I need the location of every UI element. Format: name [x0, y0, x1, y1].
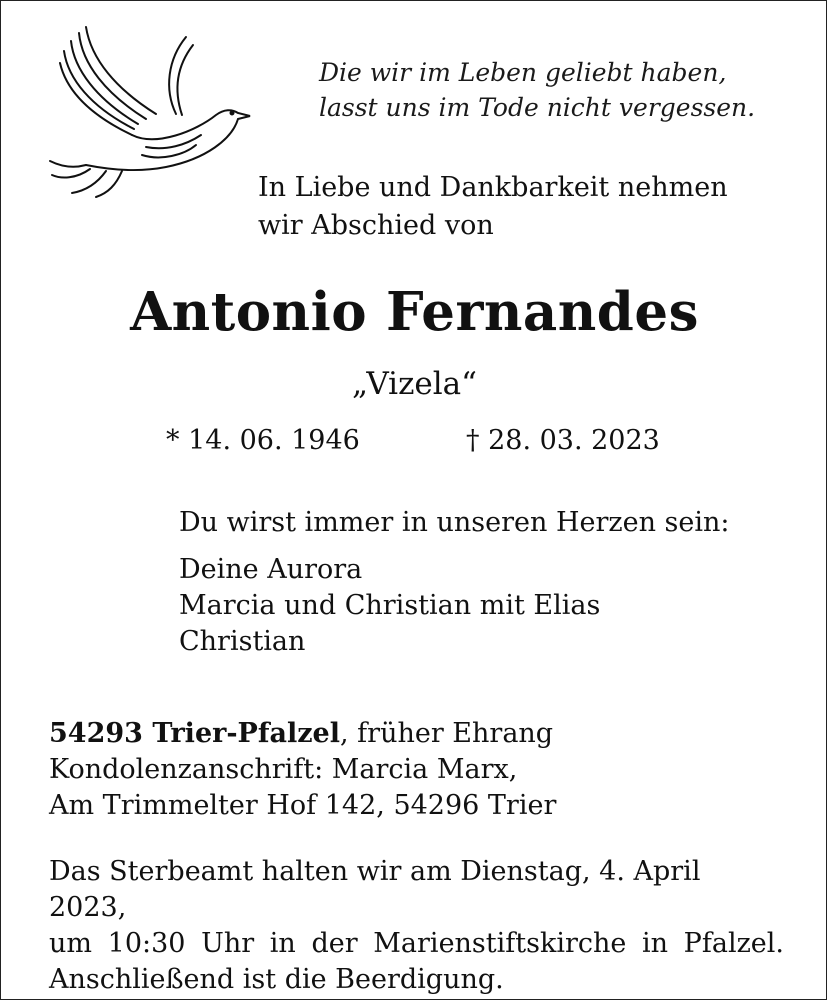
address-block — [49, 716, 556, 824]
service-line: Das Sterbeamt halten wir am Dienstag, 4. April 2023, — [49, 856, 701, 923]
address-line-city — [49, 716, 556, 752]
intro-line: In Liebe und Dankbarkeit nehmen — [258, 172, 728, 203]
mourner-name: Marcia und Christian mit Elias — [179, 590, 601, 621]
death-date: † 28. 03. 2023 — [466, 425, 660, 456]
service-line: Anschließend ist die Beerdigung. — [49, 964, 504, 995]
service-line: um 10:30 Uhr in der Marienstiftskirche in Pfalzel. — [49, 928, 784, 959]
city-rest: , früher Ehrang — [340, 718, 554, 749]
mourner-name: Deine Aurora — [179, 554, 363, 585]
memorial-quote — [319, 55, 789, 125]
intro-line: wir Abschied von — [258, 210, 494, 241]
city-bold: 54293 Trier-Pfalzel — [49, 718, 340, 749]
farewell-line: Du wirst immer in unseren Herzen sein: — [179, 507, 730, 538]
deceased-nickname: „Vizela“ — [351, 366, 478, 402]
street-address: Am Trimmelter Hof 142, 54296 Trier — [49, 790, 557, 821]
deceased-name: Antonio Fernandes — [130, 281, 699, 343]
mourners-list — [179, 552, 600, 660]
quote-line: Die wir im Leben geliebt haben, — [319, 58, 727, 87]
dove-icon — [46, 19, 256, 199]
intro-text — [258, 169, 818, 245]
birth-date: * 14. 06. 1946 — [166, 425, 360, 456]
quote-line: lasst uns im Tode nicht vergessen. — [319, 93, 756, 122]
condolence-address: Kondolenzanschrift: Marcia Marx, — [49, 754, 518, 785]
mourner-name: Christian — [179, 626, 306, 657]
service-info — [49, 854, 784, 998]
